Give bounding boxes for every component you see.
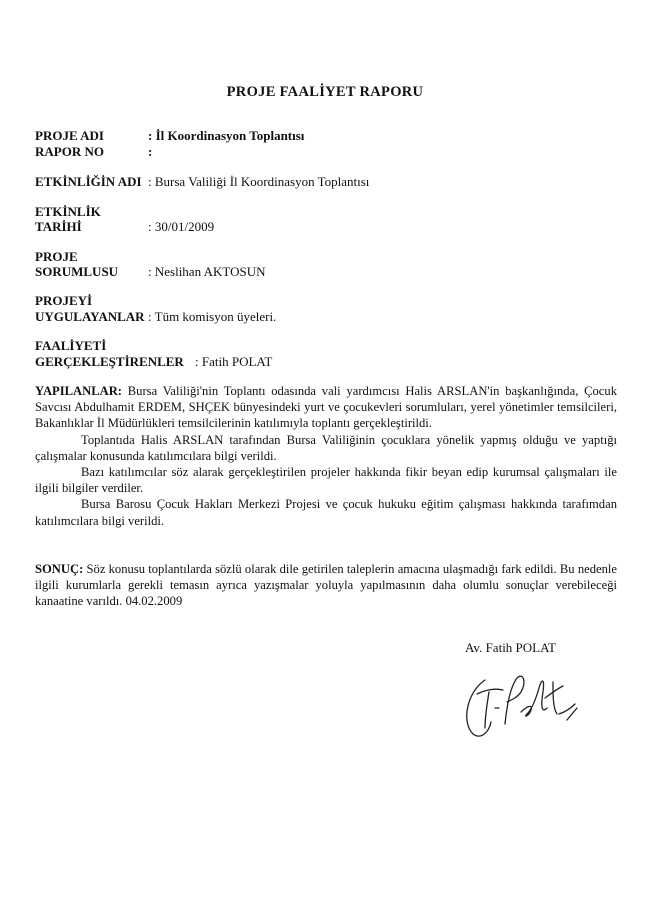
field-uygulayanlar-1 — [35, 293, 92, 309]
field-label: ETKİNLİĞİN ADI — [35, 174, 142, 189]
field-value: : 30/01/2009 — [148, 219, 215, 234]
field-label: PROJE ADI — [35, 128, 104, 143]
yapilanlar-paragraph-4: Bursa Barosu Çocuk Hakları Merkezi Projesi ve çocuk hukuku eğitim çalışması hakkında tarafımdan katılımcılara bilgi verildi. — [35, 497, 617, 528]
field-label: ETKİNLİK — [35, 204, 101, 219]
field-label: PROJE — [35, 249, 78, 264]
field-value: : İl Koordinasyon Toplantısı — [148, 128, 305, 143]
yapilanlar-paragraph-1: Bursa Valiliği'nin Toplantı odasında vali yardımcısı Halis ARSLAN'in başkanlığında, Çocuk Savcısı Abdulhamit ERDEM, SHÇEK bünyesindeki yurt ve çocukevleri sorumluları, yerel yönetimler temsilcileri, Bakanlıklar İl Müdürlükleri temsilcilerinin katılımıyla toplantı gerçekleştirildi. — [35, 384, 617, 431]
field-label: RAPOR NO — [35, 144, 104, 159]
field-value: : Bursa Valiliği İl Koordinasyon Toplantısı — [148, 174, 370, 189]
field-label: TARİHİ — [35, 219, 82, 234]
sonuc-text: Söz konusu toplantılarda sözlü olarak dile getirilen taleplerin amacına ulaşmadığı fark edildi. Bu nedenle ilgili kurumlarla gerekli temasın ayrıca yazışmalar yoluyla yapılmasının daha olumlu sonuçlar verebileceği kanaatine varıldı. 04.02.2009 — [35, 562, 617, 609]
field-value: : Neslihan AKTOSUN — [148, 264, 266, 279]
sonuc-label: SONUÇ: — [35, 562, 84, 576]
field-rapor-no — [35, 144, 104, 160]
field-label: SORUMLUSU — [35, 264, 119, 279]
field-label: PROJEYİ — [35, 293, 93, 308]
yapilanlar-paragraph-2: Toplantıda Halis ARSLAN tarafından Bursa Valiliğinin çocuklara yönelik yapmış olduğu ve yaptığı çalışmalar konusunda katılımcılara bilgi verildi. — [35, 432, 617, 463]
sonuc-section — [35, 561, 617, 610]
field-etkinlik-tarihi-2 — [35, 219, 82, 235]
field-value: : — [148, 144, 153, 159]
field-gerceklestirenler-1 — [35, 338, 106, 354]
yapilanlar-label: YAPILANLAR: — [35, 384, 122, 398]
field-label: GERÇEKLEŞTİRENLER — [35, 354, 184, 369]
field-proje-adi — [35, 128, 104, 144]
field-etkinlik-tarihi-1 — [35, 204, 101, 220]
field-value: : Tüm komisyon üyeleri. — [148, 309, 277, 324]
field-proje-sorumlusu-2 — [35, 264, 118, 280]
field-value: : Fatih POLAT — [195, 354, 273, 369]
field-etkinlik-adi — [35, 174, 142, 190]
signature-drawing — [455, 652, 585, 747]
signatory-name: Av. Fatih POLAT — [465, 640, 556, 655]
yapilanlar-section — [35, 383, 617, 529]
field-label: UYGULAYANLAR — [35, 309, 145, 324]
yapilanlar-paragraph-3: Bazı katılımcılar söz alarak gerçekleştirilen projeler hakkında fikir beyan edip kurumsal çalışmaları ile ilgili bilgiler verdiler. — [35, 465, 617, 496]
field-label: FAALİYETİ — [35, 338, 107, 353]
page-title: PROJE FAALİYET RAPORU — [226, 84, 424, 100]
handwritten-signature — [455, 652, 585, 752]
field-gerceklestirenler-2 — [35, 354, 184, 370]
field-proje-sorumlusu-1 — [35, 249, 78, 265]
field-uygulayanlar-2 — [35, 309, 145, 325]
